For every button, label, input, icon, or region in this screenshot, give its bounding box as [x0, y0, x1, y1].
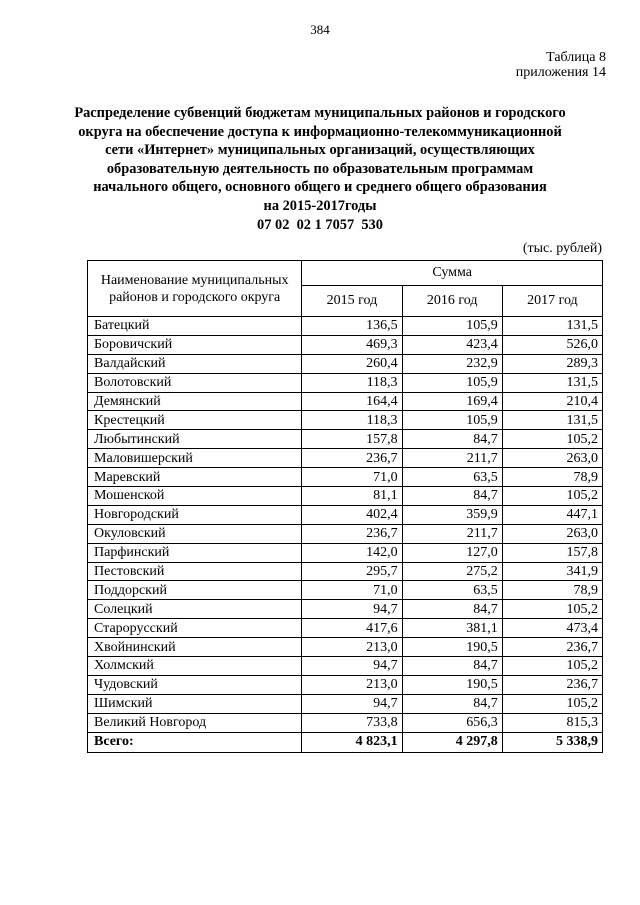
amount-cell: 236,7 — [302, 449, 402, 468]
document-title — [60, 104, 580, 234]
total-amount: 4 823,1 — [302, 732, 402, 752]
table-row — [88, 392, 603, 411]
header-year-2016: 2016 год — [402, 286, 502, 317]
amount-cell: 815,3 — [502, 713, 602, 732]
amount-cell: 236,7 — [502, 675, 602, 694]
header-year-2015: 2015 год — [302, 286, 402, 317]
amount-cell: 169,4 — [402, 392, 502, 411]
district-name: Холмский — [88, 657, 302, 676]
amount-cell: 236,7 — [502, 638, 602, 657]
amount-cell: 71,0 — [302, 581, 402, 600]
total-amount: 5 338,9 — [502, 732, 602, 752]
amount-cell: 105,2 — [502, 657, 602, 676]
amount-cell: 210,4 — [502, 392, 602, 411]
amount-cell: 71,0 — [302, 468, 402, 487]
amount-cell: 78,9 — [502, 581, 602, 600]
amount-cell: 84,7 — [402, 430, 502, 449]
table-row — [88, 638, 603, 657]
amount-cell: 402,4 — [302, 505, 402, 524]
title-line: образовательную деятельность по образовательным программам — [106, 160, 534, 177]
amount-cell: 84,7 — [402, 657, 502, 676]
table-row — [88, 581, 603, 600]
table-row — [88, 354, 603, 373]
total-label: Всего: — [88, 732, 302, 752]
amount-cell: 131,5 — [502, 411, 602, 430]
district-name: Любытинский — [88, 430, 302, 449]
title-line: на 2015-2017годы — [263, 197, 377, 214]
amount-cell: 118,3 — [302, 373, 402, 392]
table-number: Таблица 8 — [546, 50, 606, 65]
district-name: Парфинский — [88, 543, 302, 562]
amount-cell: 423,4 — [402, 335, 502, 354]
amount-cell: 417,6 — [302, 619, 402, 638]
amount-cell: 236,7 — [302, 524, 402, 543]
total-amount: 4 297,8 — [402, 732, 502, 752]
amount-cell: 289,3 — [502, 354, 602, 373]
district-name: Маловишерский — [88, 449, 302, 468]
amount-cell: 84,7 — [402, 487, 502, 506]
table-row — [88, 317, 603, 336]
amount-cell: 526,0 — [502, 335, 602, 354]
amount-cell: 213,0 — [302, 638, 402, 657]
subsidy-table — [87, 260, 603, 753]
district-name: Боровичский — [88, 335, 302, 354]
table-row — [88, 713, 603, 732]
table-row — [88, 600, 603, 619]
district-name: Старорусский — [88, 619, 302, 638]
amount-cell: 164,4 — [302, 392, 402, 411]
header-year-2017: 2017 год — [502, 286, 602, 317]
table-row — [88, 524, 603, 543]
amount-cell: 341,9 — [502, 562, 602, 581]
table-row — [88, 411, 603, 430]
district-name: Великий Новгород — [88, 713, 302, 732]
page-number: 384 — [310, 22, 330, 37]
table-row — [88, 694, 603, 713]
amount-cell: 295,7 — [302, 562, 402, 581]
district-name: Окуловский — [88, 524, 302, 543]
amount-cell: 94,7 — [302, 600, 402, 619]
header-sum: Сумма — [302, 261, 603, 286]
title-line: начального общего, основного общего и среднего общего образования — [93, 179, 547, 196]
table-body — [88, 317, 603, 753]
district-name: Демянский — [88, 392, 302, 411]
table-row — [88, 562, 603, 581]
district-name: Пестовский — [88, 562, 302, 581]
district-name: Новгородский — [88, 505, 302, 524]
table-row — [88, 468, 603, 487]
amount-cell: 211,7 — [402, 524, 502, 543]
total-row — [88, 732, 603, 752]
appendix-number: приложения 14 — [515, 65, 606, 80]
amount-cell: 105,2 — [502, 430, 602, 449]
units-label: (тыс. рублей) — [522, 241, 602, 256]
table-row — [88, 373, 603, 392]
amount-cell: 131,5 — [502, 317, 602, 336]
amount-cell: 94,7 — [302, 694, 402, 713]
title-line: округа на обеспечение доступа к информационно-телекоммуникационной — [78, 123, 562, 140]
amount-cell: 469,3 — [302, 335, 402, 354]
table-row — [88, 657, 603, 676]
amount-cell: 105,9 — [402, 411, 502, 430]
amount-cell: 78,9 — [502, 468, 602, 487]
district-name: Валдайский — [88, 354, 302, 373]
amount-cell: 136,5 — [302, 317, 402, 336]
amount-cell: 656,3 — [402, 713, 502, 732]
district-name: Чудовский — [88, 675, 302, 694]
amount-cell: 118,3 — [302, 411, 402, 430]
amount-cell: 263,0 — [502, 524, 602, 543]
district-name: Поддорский — [88, 581, 302, 600]
amount-cell: 447,1 — [502, 505, 602, 524]
amount-cell: 190,5 — [402, 638, 502, 657]
amount-cell: 105,9 — [402, 373, 502, 392]
amount-cell: 84,7 — [402, 694, 502, 713]
amount-cell: 473,4 — [502, 619, 602, 638]
amount-cell: 190,5 — [402, 675, 502, 694]
amount-cell: 733,8 — [302, 713, 402, 732]
amount-cell: 232,9 — [402, 354, 502, 373]
amount-cell: 275,2 — [402, 562, 502, 581]
amount-cell: 260,4 — [302, 354, 402, 373]
amount-cell: 105,2 — [502, 487, 602, 506]
district-name: Шимский — [88, 694, 302, 713]
amount-cell: 127,0 — [402, 543, 502, 562]
district-name: Крестецкий — [88, 411, 302, 430]
amount-cell: 157,8 — [502, 543, 602, 562]
amount-cell: 359,9 — [402, 505, 502, 524]
district-name: Батецкий — [88, 317, 302, 336]
district-name: Солецкий — [88, 600, 302, 619]
amount-cell: 157,8 — [302, 430, 402, 449]
table-row — [88, 449, 603, 468]
amount-cell: 81,1 — [302, 487, 402, 506]
amount-cell: 94,7 — [302, 657, 402, 676]
amount-cell: 63,5 — [402, 581, 502, 600]
header-name: Наименование муниципальных районов и городского округа — [88, 261, 302, 317]
table-row — [88, 675, 603, 694]
table-row — [88, 619, 603, 638]
amount-cell: 213,0 — [302, 675, 402, 694]
amount-cell: 142,0 — [302, 543, 402, 562]
amount-cell: 131,5 — [502, 373, 602, 392]
amount-cell: 105,9 — [402, 317, 502, 336]
title-line: сети «Интернет» муниципальных организаций, осуществляющих — [105, 142, 535, 159]
amount-cell: 263,0 — [502, 449, 602, 468]
amount-cell: 105,2 — [502, 694, 602, 713]
amount-cell: 105,2 — [502, 600, 602, 619]
table-row — [88, 487, 603, 506]
amount-cell: 63,5 — [402, 468, 502, 487]
table-row — [88, 505, 603, 524]
title-line: Распределение субвенций бюджетам муниципальных районов и городского — [74, 105, 566, 121]
district-name: Волотовский — [88, 373, 302, 392]
table-row — [88, 430, 603, 449]
table-reference — [516, 50, 606, 80]
table-row — [88, 335, 603, 354]
district-name: Хвойнинский — [88, 638, 302, 657]
table-row — [88, 543, 603, 562]
amount-cell: 211,7 — [402, 449, 502, 468]
district-name: Маревский — [88, 468, 302, 487]
district-name: Мошенской — [88, 487, 302, 506]
budget-code: 07 02 02 1 7057 530 — [257, 216, 383, 233]
amount-cell: 381,1 — [402, 619, 502, 638]
amount-cell: 84,7 — [402, 600, 502, 619]
